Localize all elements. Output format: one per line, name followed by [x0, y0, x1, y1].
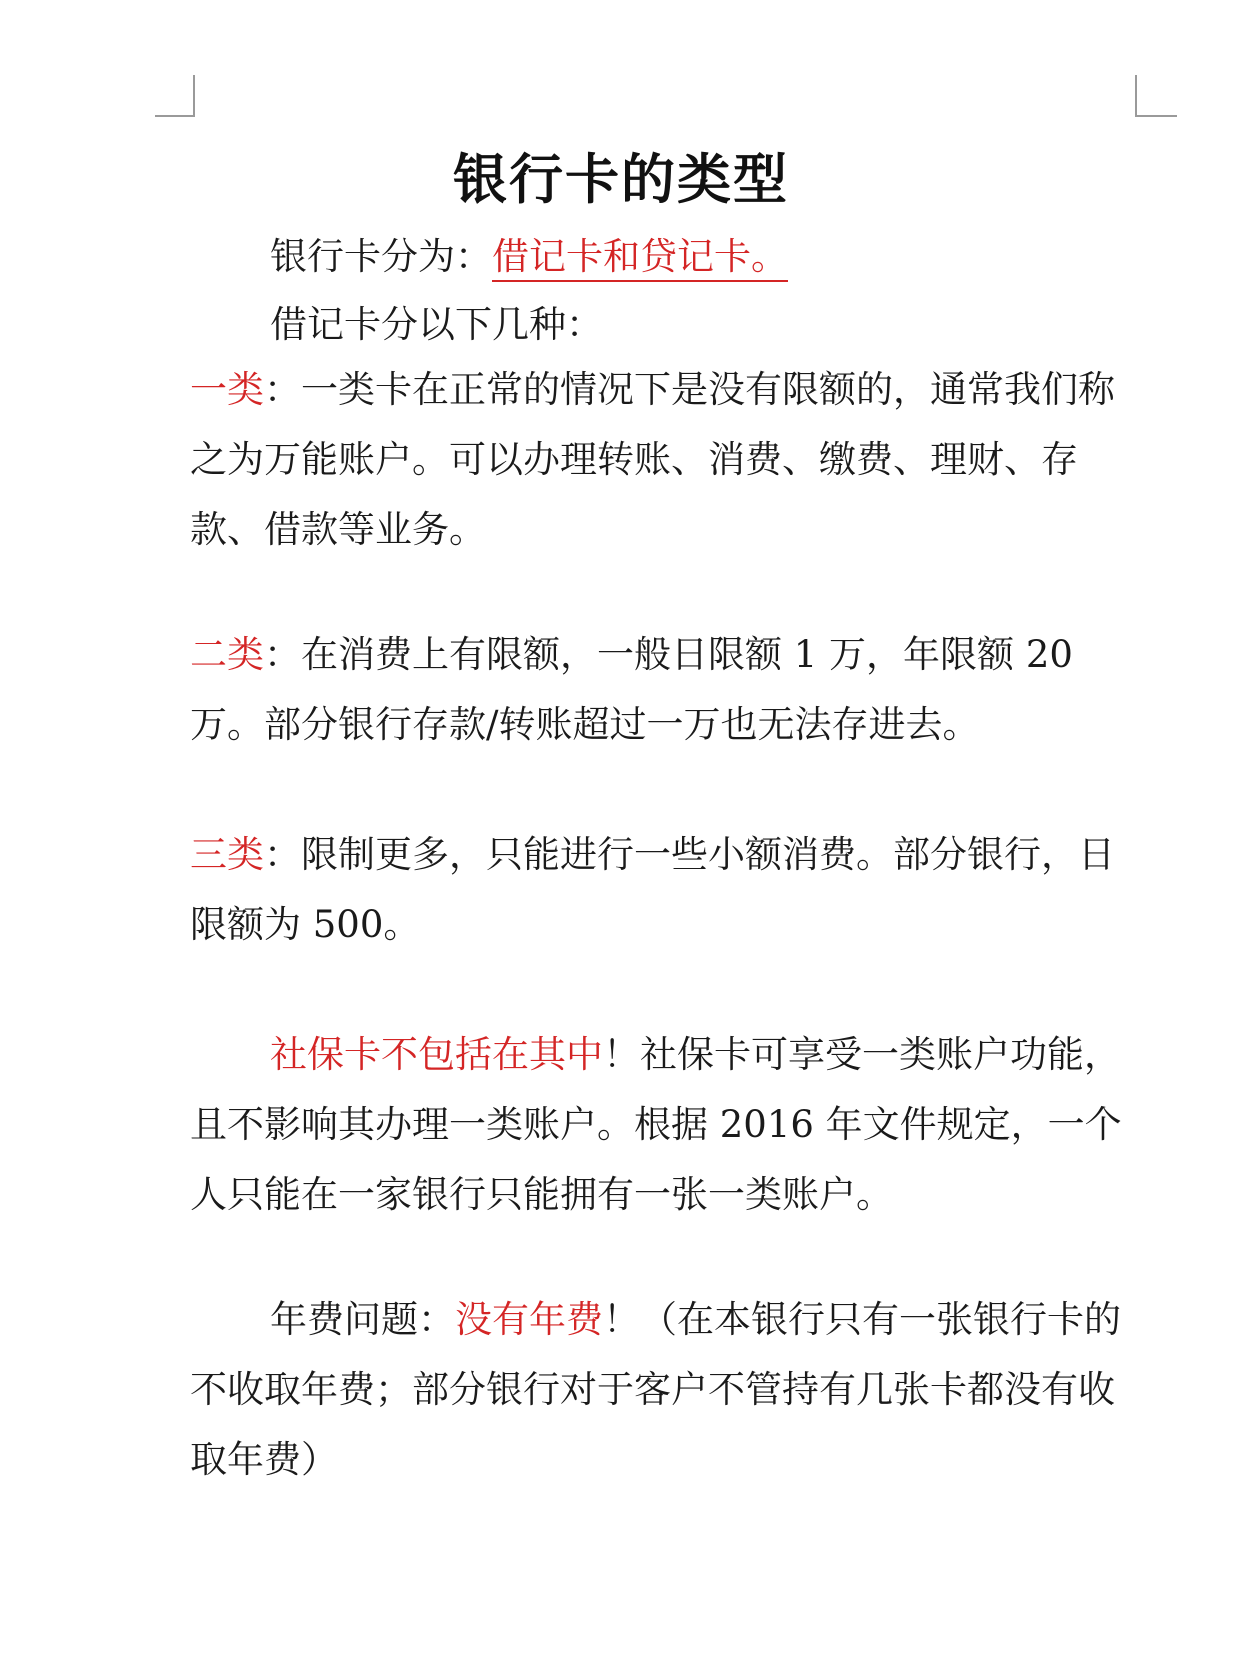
class-three-text: ：限制更多，只能进行一些小额消费。部分银行，日限额为 500。 [190, 833, 1115, 946]
annual-fee-prefix: 年费问题： [270, 1298, 455, 1341]
annual-fee-paragraph [190, 1285, 1135, 1495]
annual-fee-highlight: 没有年费 [455, 1298, 603, 1341]
class-two-paragraph [190, 620, 1135, 760]
intro-highlight: 借记卡和贷记卡。 [492, 235, 788, 282]
social-security-paragraph [190, 1020, 1135, 1230]
class-one-label: 一类 [190, 368, 264, 411]
annual-fee-text: ！（在本银行只有一张银行卡的不收取年费；部分银行对于客户不管持有几张卡都没有收取年费） [190, 1298, 1121, 1481]
class-three-label: 三类 [190, 833, 264, 876]
intro-paragraph [190, 222, 1135, 292]
page-corner-mark-left [155, 75, 195, 117]
class-two-label: 二类 [190, 633, 264, 676]
social-security-highlight: 社保卡不包括在其中 [270, 1033, 603, 1076]
document-title: 银行卡的类型 [453, 148, 789, 211]
class-two-text: ：在消费上有限额，一般日限额 1 万，年限额 20 万。部分银行存款/转账超过一万也无法存进去。 [190, 633, 1073, 746]
debit-heading: 借记卡分以下几种： [270, 303, 603, 346]
social-security-text: ！社保卡可享受一类账户功能，且不影响其办理一类账户。根据 2016 年文件规定，一个人只能在一家银行只能拥有一张一类账户。 [190, 1033, 1122, 1216]
page-corner-mark-right [1135, 75, 1177, 117]
class-one-paragraph [190, 355, 1135, 565]
intro-prefix: 银行卡分为： [270, 235, 492, 278]
class-one-text: ：一类卡在正常的情况下是没有限额的，通常我们称之为万能账户。可以办理转账、消费、缴费、理财、存款、借款等业务。 [190, 368, 1115, 551]
class-three-paragraph [190, 820, 1135, 960]
